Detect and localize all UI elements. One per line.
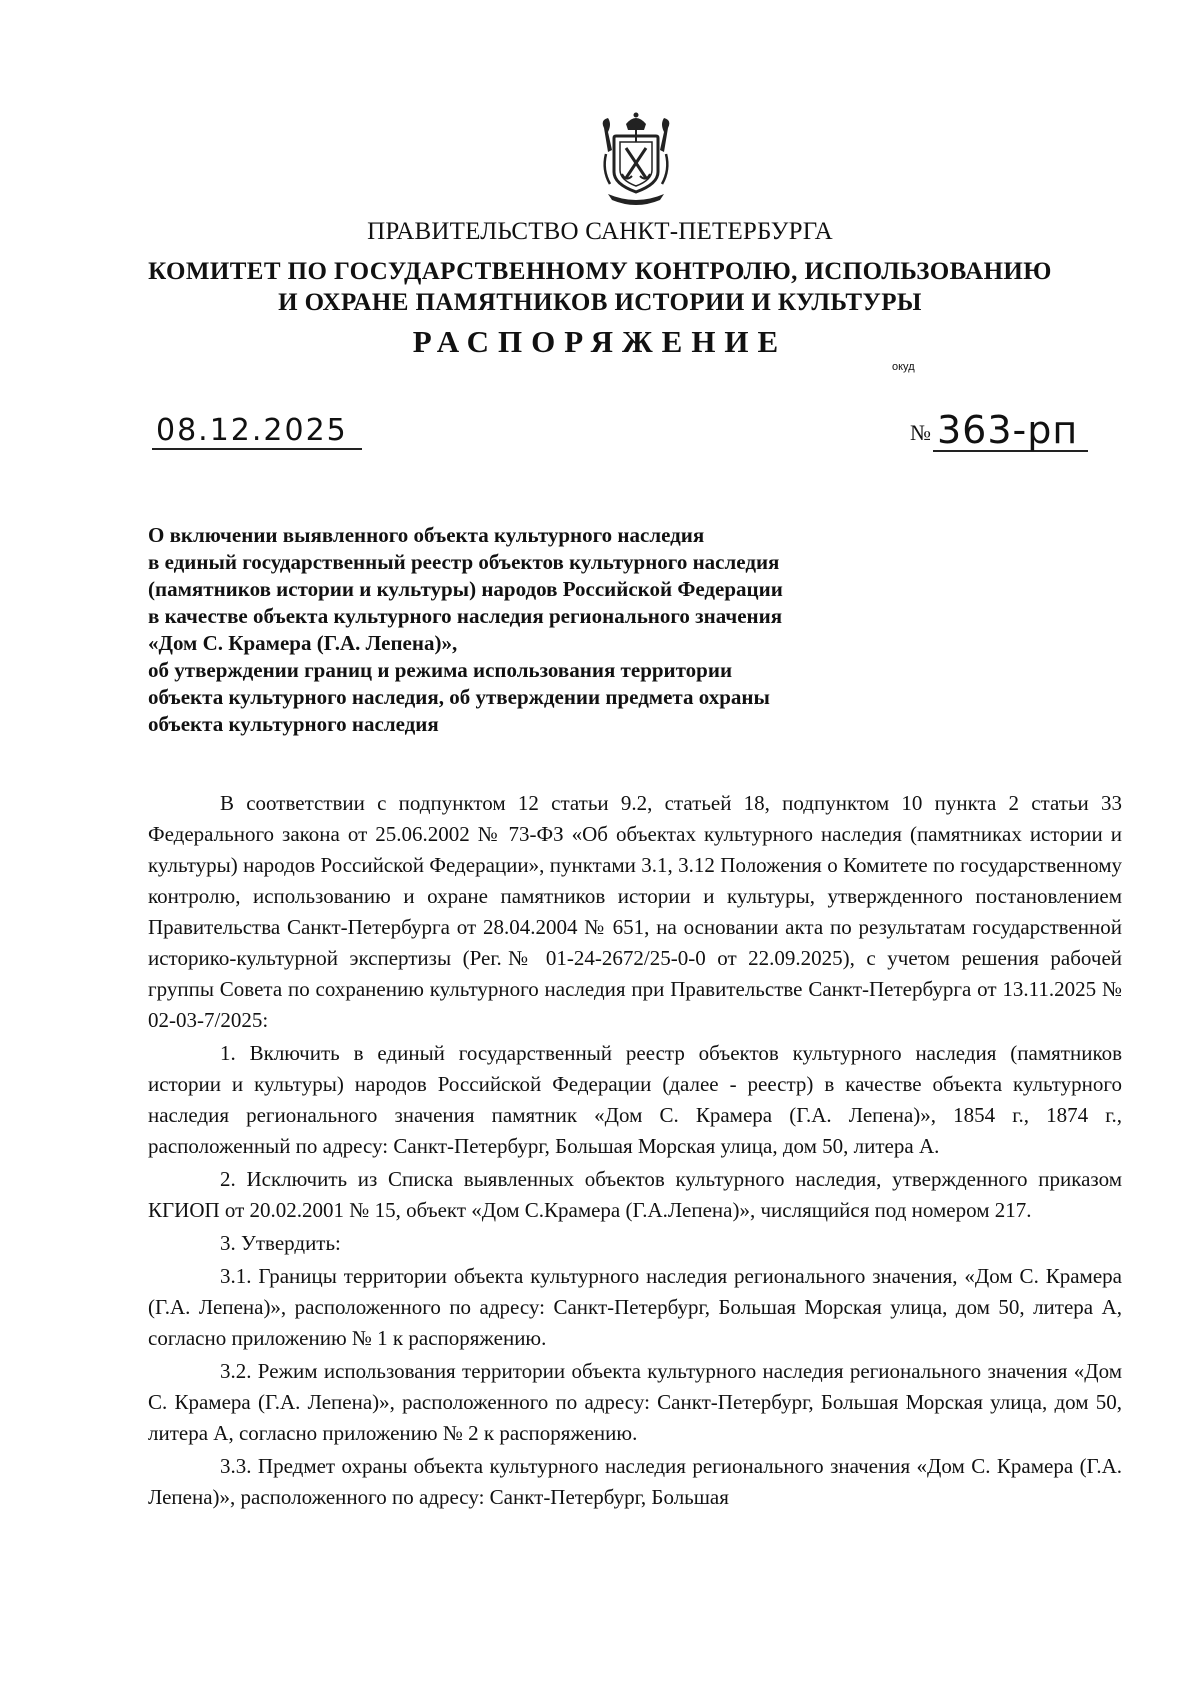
title-line: объекта культурного наследия: [148, 712, 439, 736]
number-sign: №: [910, 420, 931, 445]
coat-of-arms-icon: [598, 110, 674, 206]
item-2-paragraph: 2. Исключить из Списка выявленных объектов культурного наследия, утвержденного приказом КГИОП от 20.02.2001 № 15, объект «Дом С.Крамера (Г.А.Лепена)», числящийся под номером 217.: [148, 1167, 1122, 1222]
title-line: «Дом С. Крамера (Г.А. Лепена)»,: [148, 631, 458, 655]
preamble-paragraph: В соответствии с подпунктом 12 статьи 9.2, статьей 18, подпунктом 10 пункта 2 статьи 33 Федерального закона от 25.06.2002 № 73-ФЗ «Об объектах культурного наследия (памятниках истории и культуры) народов Российской Федерации», пунктами 3.1, 3.12 Положения о Комитете по государственному контролю, использованию и охране памятников истории и культуры, утвержденного постановлением Правительства Санкт-Петербурга от 28.04.2004 № 651, на основании акта по результатам государственной историко-культурной экспертизы (Рег.№ 01-24-2672/25-0-0 от 22.09.2025), с учетом решения рабочей группы Совета по сохранению культурного наследия при Правительстве Санкт-Петербурга от 13.11.2025 № 02-03-7/2025:: [148, 791, 1122, 1032]
title-line: О включении выявленного объекта культурного наследия: [148, 523, 705, 547]
number-value: 363-рп: [933, 410, 1088, 452]
title-line: в единый государственный реестр объектов культурного наследия: [148, 550, 780, 574]
title-line: в качестве объекта культурного наследия регионального значения: [148, 604, 783, 628]
okud-label: окуд: [892, 361, 915, 373]
document-date: 08.12.2025: [152, 414, 362, 450]
item-3-3-paragraph: 3.3. Предмет охраны объекта культурного наследия регионального значения «Дом С. Крамера (Г.А. Лепена)», расположенного по адресу: Санкт-Петербург, Большая: [148, 1454, 1122, 1509]
document-number: [910, 410, 1088, 452]
title-line: об утверждении границ и режима использования территории: [148, 658, 733, 682]
item-3-2-paragraph: 3.2. Режим использования территории объекта культурного наследия регионального значения «Дом С. Крамера (Г.А. Лепена)», расположенного по адресу: Санкт-Петербург, Большая Морская улица, дом 50, литера А, согласно приложению № 2 к распоряжению.: [148, 1359, 1122, 1445]
item-1-paragraph: 1. Включить в единый государственный реестр объектов культурного наследия (памятников истории и культуры) народов Российской Федерации (далее - реестр) в качестве объекта культурного наследия регионального значения памятник «Дом С. Крамера (Г.А. Лепена)», 1854 г., 1874 г., расположенный по адресу: Санкт-Петербург, Большая Морская улица, дом 50, литера А.: [148, 1041, 1122, 1158]
committee-name-line-1: КОМИТЕТ ПО ГОСУДАРСТВЕННОМУ КОНТРОЛЮ, ИСПОЛЬЗОВАНИЮ: [148, 258, 1052, 285]
title-line: (памятников истории и культуры) народов Российской Федерации: [148, 577, 783, 601]
document-title: [148, 522, 1048, 738]
title-line: объекта культурного наследия, об утверждении предмета охраны: [148, 685, 770, 709]
committee-name-line-2: И ОХРАНЕ ПАМЯТНИКОВ ИСТОРИИ И КУЛЬТУРЫ: [278, 289, 922, 316]
government-name: ПРАВИТЕЛЬСТВО САНКТ-ПЕТЕРБУРГА: [367, 218, 833, 245]
document-body: [148, 788, 1122, 1515]
item-3-paragraph: 3. Утвердить:: [220, 1231, 341, 1255]
item-3-1-paragraph: 3.1. Границы территории объекта культурного наследия регионального значения, «Дом С. Крамера (Г.А. Лепена)», расположенного по адресу: Санкт-Петербург, Большая Морская улица, дом 50, литера А, согласно приложению № 1 к распоряжению.: [148, 1264, 1122, 1350]
document-type: РАСПОРЯЖЕНИЕ: [412, 324, 788, 359]
committee-name: [100, 256, 1100, 318]
